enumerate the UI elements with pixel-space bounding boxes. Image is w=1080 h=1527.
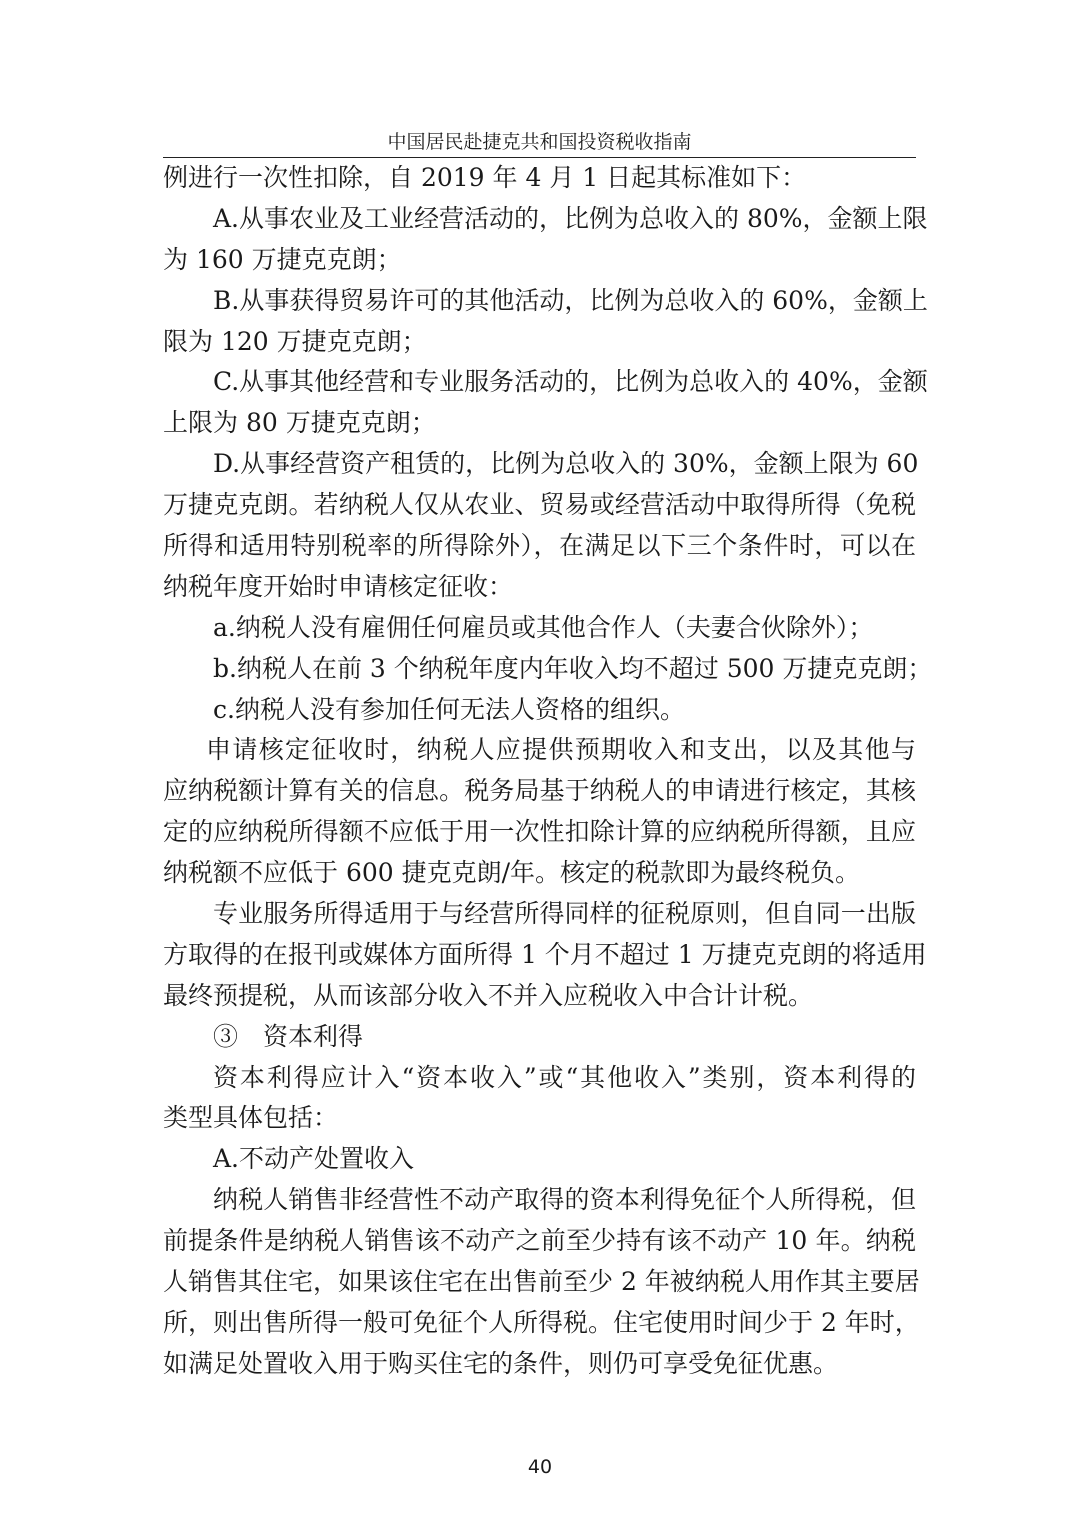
body-text bbox=[163, 158, 933, 1385]
text-line: 所，则出售所得一般可免征个人所得税。住宅使用时间少于 2 年时， bbox=[163, 1307, 920, 1337]
text-line: 申请核定征收时，纳税人应提供预期收入和支出，以及其他与 bbox=[206, 735, 916, 765]
page-number: 40 bbox=[527, 1456, 553, 1478]
text-line: 如满足处置收入用于购买住宅的条件，则仍可享受免征优惠。 bbox=[163, 1348, 839, 1378]
text-line: B.从事获得贸易许可的其他活动，比例为总收入的 60%，金额上 bbox=[213, 285, 928, 315]
text-line: a.纳税人没有雇佣任何雇员或其他合作人（夫妻合伙除外）； bbox=[213, 612, 874, 642]
text-line: b.纳税人在前 3 个纳税年度内年收入均不超过 500 万捷克克朗； bbox=[213, 653, 933, 683]
text-line: 专业服务所得适用于与经营所得同样的征税原则，但自同一出版 bbox=[213, 899, 916, 929]
text-line: 例进行一次性扣除，自 2019 年 4 月 1 日起其标准如下： bbox=[163, 163, 807, 192]
text-line: 为 160 万捷克克朗； bbox=[163, 244, 402, 274]
text-line: 上限为 80 万捷克克朗； bbox=[163, 408, 436, 438]
subsection-heading: A.不动产处置收入 bbox=[213, 1144, 415, 1174]
text-line: 万捷克克朗。若纳税人仅从农业、贸易或经营活动中取得所得（免税 bbox=[163, 490, 916, 520]
text-line: 限为 120 万捷克克朗； bbox=[163, 326, 427, 356]
text-line: 最终预提税，从而该部分收入不并入应税收入中合计计税。 bbox=[163, 980, 814, 1010]
text-line: 纳税额不应低于 600 捷克克朗/年。核定的税款即为最终税负。 bbox=[163, 858, 861, 888]
text-line: 纳税人销售非经营性不动产取得的资本利得免征个人所得税，但 bbox=[213, 1185, 916, 1215]
text-line: 资本利得应计入“资本收入”或“其他收入”类别，资本利得的 bbox=[213, 1062, 916, 1092]
text-line: D.从事经营资产租赁的，比例为总收入的 30%，金额上限为 60 bbox=[213, 449, 919, 479]
text-line: 人销售其住宅，如果该住宅在出售前至少 2 年被纳税人用作其主要居 bbox=[163, 1267, 920, 1297]
section-heading: ③ 资本利得 bbox=[213, 1021, 364, 1051]
running-header: 中国居民赴捷克共和国投资税收指南 bbox=[387, 131, 692, 153]
text-line: 所得和适用特别税率的所得除外），在满足以下三个条件时，可以在 bbox=[163, 531, 916, 561]
text-line: 方取得的在报刊或媒体方面所得 1 个月不超过 1 万捷克克朗的将适用 bbox=[163, 939, 927, 969]
text-line: 定的应纳税所得额不应低于用一次性扣除计算的应纳税所得额，且应 bbox=[163, 817, 916, 847]
text-line: 类型具体包括： bbox=[163, 1103, 339, 1133]
text-line: A.从事农业及工业经营活动的，比例为总收入的 80%，金额上限 bbox=[213, 203, 928, 233]
text-line: 前提条件是纳税人销售该不动产之前至少持有该不动产 10 年。纳税 bbox=[163, 1226, 916, 1256]
text-line: 应纳税额计算有关的信息。税务局基于纳税人的申请进行核定，其核 bbox=[163, 776, 916, 806]
text-line: 纳税年度开始时申请核定征收： bbox=[163, 571, 514, 601]
text-line: C.从事其他经营和专业服务活动的，比例为总收入的 40%，金额 bbox=[213, 367, 928, 397]
text-line: c.纳税人没有参加任何无法人资格的组织。 bbox=[213, 694, 685, 724]
